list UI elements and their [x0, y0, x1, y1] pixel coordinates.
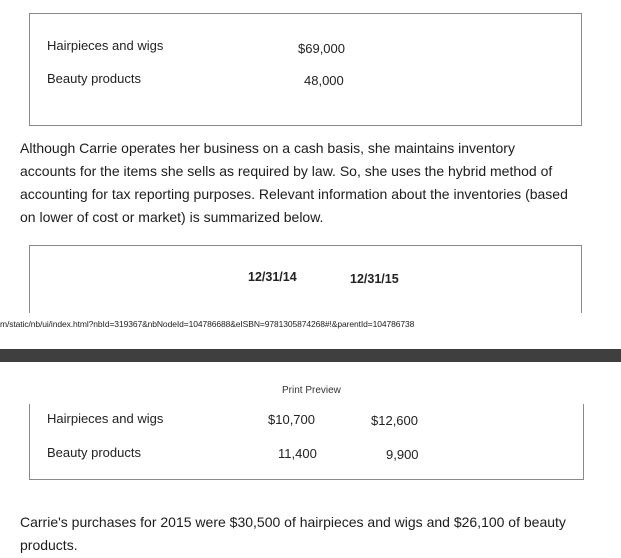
top-row-2-value: 48,000 [304, 73, 344, 88]
inventory-row-2-2014: 11,400 [278, 446, 317, 461]
inventory-table-top [29, 245, 582, 313]
page-url: m/static/nb/ui/index.html?nbId=319367&nbNodeId=104786688&eISBN=9781305874268#!&parentId=104786738 [0, 319, 415, 329]
top-table [29, 13, 582, 126]
paragraph-line: accounting for tax reporting purposes. Relevant information about the inventories (based [20, 186, 568, 202]
top-row-2-label: Beauty products [47, 71, 141, 86]
print-preview-label: Print Preview [282, 385, 341, 396]
column-header-2014: 12/31/14 [248, 270, 297, 284]
inventory-row-1-2015: $12,600 [371, 413, 418, 428]
paragraph-line: accounts for the items she sells as required by law. So, she uses the hybrid method of [20, 163, 553, 179]
paragraph-line: Although Carrie operates her business on a cash basis, she maintains inventory [20, 140, 515, 156]
purchases-paragraph [20, 511, 566, 557]
inventory-row-1-label: Hairpieces and wigs [47, 411, 164, 426]
inventory-row-1-2014: $10,700 [268, 412, 315, 427]
paragraph-line: on lower of cost or market) is summarized below. [20, 209, 324, 225]
paragraph-line: Carrie's purchases for 2015 were $30,500 of hairpieces and wigs and $26,100 of beauty [20, 514, 566, 530]
page-break-divider [0, 349, 621, 362]
column-header-2015: 12/31/15 [350, 272, 399, 286]
paragraph-line: products. [20, 537, 78, 553]
body-paragraph [20, 137, 568, 229]
top-row-1-value: $69,000 [298, 41, 345, 56]
top-row-1-label: Hairpieces and wigs [47, 38, 164, 53]
inventory-row-2-2015: 9,900 [386, 447, 419, 462]
inventory-row-2-label: Beauty products [47, 445, 141, 460]
